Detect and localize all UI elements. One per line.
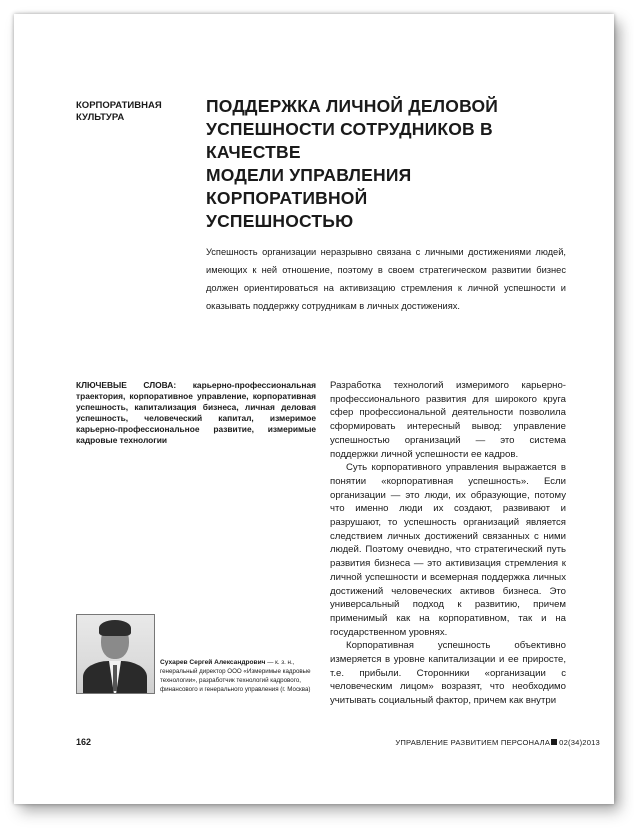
author-photo [76, 614, 155, 694]
body-paragraph: Суть корпоративного управления выражается в понятии «корпоративная успешность». Если организации — это люди, их образующие, потому что именно люди их создают, развивают и разрушают, то успешность организаций является следствием личных достижений связанных с ними людей. Поэтому очевидно, что стратегический путь развития бизнеса — это активизация стремления к личной успешности и всемерная поддержка личных достижений человеческих активов бизнеса. Это универсальный подход к развитию, причем применимый как на корпоративном, так и на государственном уровнях. [330, 462, 566, 638]
square-separator-icon [551, 739, 557, 745]
body-paragraph: Разработка технологий измеримого карьерно-профессионального развития для широкого круга сфер профессиональной деятельности позволила сформировать интересный вывод: управление успешностью организаций — это система поддержки личной успешности ее кадров. [330, 380, 566, 460]
page-number: 162 [76, 737, 92, 747]
journal-name: УПРАВЛЕНИЕ РАЗВИТИЕМ ПЕРСОНАЛА [395, 738, 551, 747]
author-name: Сухарев Сергей Александрович [160, 659, 266, 666]
keywords-text: карьерно-профессиональная траектория, корпоративное управление, корпоративная успешность, капитализация бизнеса, личная деловая успешность, человеческий капитал, измеримое карьерно-профессиональное развитие, измеримые кадровые технологии [76, 380, 316, 445]
article-body [330, 379, 566, 708]
keywords-block [76, 380, 316, 446]
keywords-label: КЛЮЧЕВЫЕ СЛОВА: [76, 380, 177, 390]
article-lead: Успешность организации неразрывно связана с личными достижениями людей, имеющих к ней отношение, поэтому в своем стратегическом развитии бизнес должен ориентироваться на активизацию стремления к личной успешности и оказывать поддержку сотрудникам в личных достижениях. [206, 247, 566, 311]
section-rubric: КОРПОРАТИВНАЯ КУЛЬТУРА [76, 100, 162, 123]
journal-footer [395, 738, 600, 747]
article-title: ПОДДЕРЖКА ЛИЧНОЙ ДЕЛОВОЙ УСПЕШНОСТИ СОТРУДНИКОВ В КАЧЕСТВЕ МОДЕЛИ УПРАВЛЕНИЯ КОРПОРАТИВНОЙ УСПЕШНОСТЬЮ [206, 96, 499, 231]
author-info [160, 658, 320, 694]
body-paragraph: Корпоративная успешность объективно измеряется в уровне капитализации и ее приросте, т.е. прибыли. Сторонники «организации с человеческим лицом» возразят, что необходимо учитывать социальный фактор, причем как внутри [330, 640, 566, 707]
author-details: — к. з. н., генеральный директор ООО «Измеримые кадровые технологии», разработчик технологий кадрового, финансового и генерального управления (г. Москва) [160, 659, 311, 693]
journal-issue: 02(34)2013 [559, 738, 600, 747]
